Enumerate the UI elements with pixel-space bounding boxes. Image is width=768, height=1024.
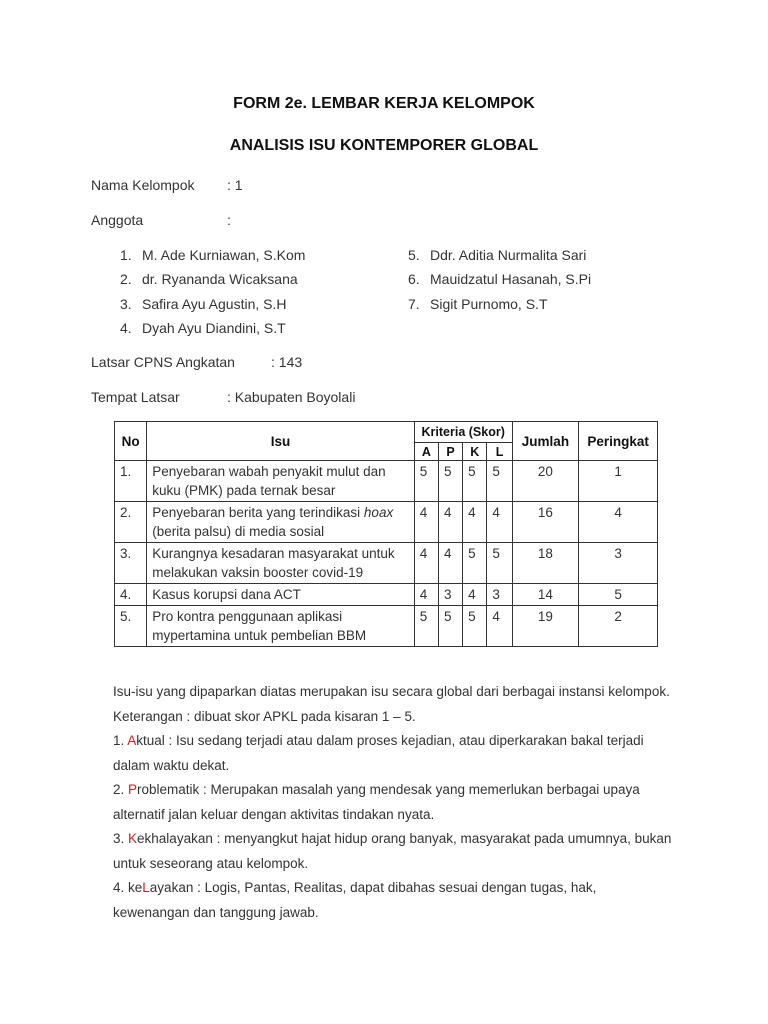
score-l: 4 [487, 502, 512, 543]
header-jumlah: Jumlah [512, 422, 579, 461]
row-no: 1. [115, 461, 147, 502]
header-l: L [487, 443, 512, 461]
row-no: 5. [115, 606, 147, 647]
member-item: 4. Dyah Ayu Diandini, S.T [120, 320, 286, 336]
table-row [115, 584, 658, 606]
criteria-initial: A [127, 733, 137, 748]
score-a: 4 [414, 543, 438, 584]
row-no: 3. [115, 543, 147, 584]
row-isu: Kasus korupsi dana ACT [147, 584, 414, 606]
criteria-problematik: 2. Problematik : Merupakan masalah yang mendesak yang memerlukan berbagai upaya alternatif jalan keluar dengan aktivitas tindakan nyata. [113, 782, 640, 822]
member-item: 1. M. Ade Kurniawan, S.Kom [120, 247, 306, 263]
row-jumlah: 19 [512, 606, 579, 647]
row-no: 4. [115, 584, 147, 606]
score-p: 4 [438, 543, 462, 584]
angkatan-label: Latsar CPNS Angkatan [91, 354, 235, 370]
member-item: 5. Ddr. Aditia Nurmalita Sari [408, 247, 587, 263]
row-isu: Pro kontra penggunaan aplikasi mypertamina untuk pembelian BBM [147, 606, 414, 647]
angkatan-value: : 143 [271, 354, 303, 370]
row-peringkat: 3 [579, 543, 658, 584]
row-isu: Kurangnya kesadaran masyarakat untuk melakukan vaksin booster covid-19 [147, 543, 414, 584]
form-subtitle: ANALISIS ISU KONTEMPORER GLOBAL [229, 137, 539, 154]
table-row [115, 543, 658, 584]
header-no: No [115, 422, 147, 461]
criteria-initial: P [128, 782, 138, 797]
criteria-kekhalayakan: 3. Kekhalayakan : menyangkut hajat hidup orang banyak, masyarakat pada umumnya, bukan untuk seseorang atau kelompok. [113, 831, 672, 871]
member-item: 3. Safira Ayu Agustin, S.H [120, 296, 287, 312]
criteria-kelayakan: 4. keLayakan : Logis, Pantas, Realitas, dapat dibahas sesuai dengan tugas, hak, kewenangan dan tanggung jawab. [113, 880, 597, 920]
score-a: 5 [414, 606, 438, 647]
tempat-label: Tempat Latsar [91, 389, 180, 405]
header-a: A [414, 443, 438, 461]
row-isu: Penyebaran berita yang terindikasi hoax (berita palsu) di media sosial [147, 502, 414, 543]
criteria-initial: K [128, 831, 138, 846]
score-a: 4 [414, 502, 438, 543]
criteria-initial: L [142, 880, 150, 895]
table-row [115, 606, 658, 647]
score-k: 5 [463, 543, 487, 584]
score-l: 4 [487, 606, 512, 647]
row-jumlah: 18 [512, 543, 579, 584]
member-item: 2. dr. Ryananda Wicaksana [120, 271, 298, 287]
score-p: 4 [438, 502, 462, 543]
row-peringkat: 2 [579, 606, 658, 647]
score-k: 5 [463, 461, 487, 502]
criteria-aktual: 1. Aktual : Isu sedang terjadi atau dalam proses kejadian, atau diperkarakan bakal terjadi dalam waktu dekat. [113, 733, 644, 773]
header-isu: Isu [147, 422, 414, 461]
score-l: 5 [487, 461, 512, 502]
score-a: 5 [414, 461, 438, 502]
score-p: 3 [438, 584, 462, 606]
score-k: 4 [463, 584, 487, 606]
form-title: FORM 2e. LEMBAR KERJA KELOMPOK [233, 95, 535, 112]
row-peringkat: 4 [579, 502, 658, 543]
table-row [115, 502, 658, 543]
intro-paragraph: Isu-isu yang dipaparkan diatas merupakan isu secara global dari berbagai instansi kelompok. Keterangan : dibuat skor APKL pada kisaran 1 – 5. [113, 684, 670, 724]
header-kriteria: Kriteria (Skor) [414, 422, 512, 443]
nama-kelompok-label: Nama Kelompok [91, 177, 195, 193]
score-l: 5 [487, 543, 512, 584]
member-item: 6. Mauidzatul Hasanah, S.Pi [408, 271, 592, 287]
anggota-value: : [227, 212, 231, 228]
member-item: 7. Sigit Purnomo, S.T [408, 296, 548, 312]
header-peringkat: Peringkat [579, 422, 658, 461]
table-row [115, 461, 658, 502]
score-l: 3 [487, 584, 512, 606]
row-jumlah: 16 [512, 502, 579, 543]
isu-table [114, 421, 658, 647]
header-p: P [438, 443, 462, 461]
score-p: 5 [438, 461, 462, 502]
header-k: K [463, 443, 487, 461]
tempat-value: : Kabupaten Boyolali [227, 389, 356, 405]
row-jumlah: 20 [512, 461, 579, 502]
row-peringkat: 1 [579, 461, 658, 502]
row-peringkat: 5 [579, 584, 658, 606]
nama-kelompok-value: : 1 [227, 177, 243, 193]
score-p: 5 [438, 606, 462, 647]
score-k: 4 [463, 502, 487, 543]
row-isu: Penyebaran wabah penyakit mulut dan kuku (PMK) pada ternak besar [147, 461, 414, 502]
score-k: 5 [463, 606, 487, 647]
score-a: 4 [414, 584, 438, 606]
anggota-label: Anggota [91, 212, 144, 228]
row-no: 2. [115, 502, 147, 543]
row-jumlah: 14 [512, 584, 579, 606]
